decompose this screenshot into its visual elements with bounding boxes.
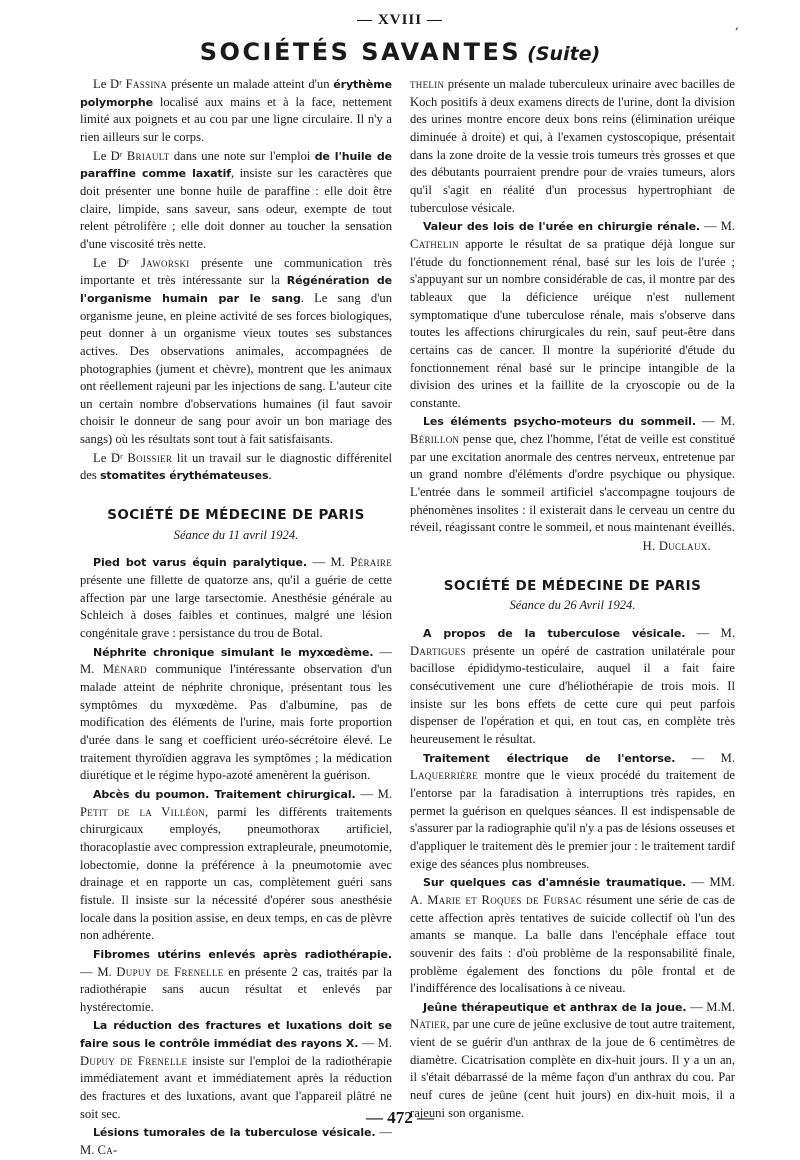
author-name: Péraire <box>350 555 393 570</box>
right-column <box>410 76 735 1122</box>
paragraph-menard: Néphrite chronique simulant le myxœdème. — M. Ménard communique l'intéressante observation d'un malade atteint de néphrite chronique, présentant tous les symptômes du myxœdème. Pas d'albumine, pas de modification des éléments de l'urine, mais forte proportion d'urée dans le sang et coefficient uréo-sécrétoire élevé. Le traitement thyroïdien aggrava les symptômes ; la médication diurétique et le régime hypo-azoté amenèrent la guérison. <box>80 644 392 783</box>
author-name: Dupuy de Frenelle <box>116 964 224 979</box>
author-name: thelin <box>410 77 445 91</box>
author-name: Fassina <box>125 77 168 91</box>
author-name: Ca- <box>97 1143 118 1158</box>
paragraph-briault: Le Dʳ Briault dans une note sur l'emploi de l'huile de paraffine comme laxatif, insiste sur les caractères que doit présenter une bonne huile de paraffine : elle doit être claire, limpide, sans saveur, sans odeur, exempte de tout relent pétrolifère ; elle doit donner au toucher la sensation d'une viscosité très nette. <box>80 148 392 251</box>
paragraph-cathelin-continued: thelin présente un malade tuberculeux urinaire avec bacilles de Koch positifs à deux examens directs de l'urine, dont la division des urines montre encore deux bons reins (élimination uréique diminuée à droite) et qui, à l'examen cystoscopique, présentait dans la zone droite de la vessie trois tumeurs très grosses et que des débutants pourraient prendre pour de vraies tumeurs, alors qu'il s'agit en réalité d'un processus hypertrophiant de tuberculose vésicale. <box>410 77 735 215</box>
paragraph-lesions-tumorales: Lésions tumorales de la tuberculose vésicale. — M. Ca- <box>80 1125 392 1158</box>
bold-topic: de l'huile de paraffine comme laxatif <box>80 149 392 181</box>
bold-topic: Abcès du poumon. Traitement chirurgical. <box>93 787 356 801</box>
bold-topic: Régénération de l'organisme humain par le sang <box>80 274 392 305</box>
paragraph-laquerriere: Traitement électrique de l'entorse. — M. Laquerrière montre que le vieux procédé du traitement de l'entorse par la faradisation à interruptions très rapides, en permet la guérison en quelques séances. Il est indispensable de s'assurer par la radiographie qu'il n'y a pas de lésions osseuses et d'appliquer le traitement dès le premier jour : le traitement tardif exige des séances plus nombreuses. <box>410 750 735 871</box>
bold-topic: Néphrite chronique simulant le myxœdème. <box>93 645 374 659</box>
author-name: Briault <box>126 148 170 163</box>
paragraph-dartigues: A propos de la tuberculose vésicale. — M. Dartigues présente un opéré de castration unilatérale pour bacillose épididymo-testiculaire, auquel il a fait faire consécutivement une cure d'héliothérapie de trois mois. Il insiste sur les bons effets de cette cure qui peut parfois dispenser de l'opération et qui, en tout cas, en complète très heureusement le résultat. <box>410 626 735 746</box>
bold-topic: érythème polymorphe <box>80 78 392 109</box>
left-column <box>80 76 392 1160</box>
author-name: Jaworski <box>140 255 190 270</box>
author-name: Cathelin <box>410 236 459 251</box>
bold-topic: Pied bot varus équin paralytique. <box>93 556 307 570</box>
bold-topic: A propos de la tuberculose vésicale. <box>423 627 686 641</box>
bold-topic: Jeûne thérapeutique et anthrax de la joue. <box>423 1000 687 1014</box>
paragraph-boissier: Le Dʳ Boissier lit un travail sur le diagnostic différenitel des stomatites érythémateuses. <box>80 450 392 483</box>
author-name: Boissier <box>127 450 173 465</box>
author-name: A. Marie et Roques de Fursac <box>410 892 583 907</box>
paragraph-jaworski: Le Dʳ Jaworski présente une communication très importante et très intéressante sur la Régénération de l'organisme humain par le sang. Le sang d'un organisme jeune, en pleine activité de ses forces biologiques, peut donner à un organisme vieux toutes ses substances actives. Des observations animales, accompagnées de photographies (jument et chèvre), montrent que les animaux ont réellement rajeuni par les injections de sang. L'auteur cite un certain nombre d'observations humaines (il faut savoir choisir le donneur de sang pour avoir un bon mariage des sangs) où les résultats sont tout à fait satisfaisants. <box>80 255 392 447</box>
author-name: Bérillon <box>410 432 460 447</box>
title-suite: (Suite) <box>527 43 601 65</box>
bold-topic: Traitement électrique de l'entorse. <box>423 751 676 765</box>
paragraph-fractures: La réduction des fractures et luxations doit se faire sous le contrôle immédiat des rayons X. — M. Dupuy de Frenelle insiste sur l'emploi de la radiothérapie immédiatement avant et immédiatement après la réduction des fractures et des luxations, avant que l'appareil plâtré ne soit sec. <box>80 1019 392 1121</box>
bold-topic: Fibromes utérins enlevés après radiothérapie. <box>93 947 392 961</box>
paragraph-petit-de-la-villeon: Abcès du poumon. Traitement chirurgical. — M. Petit de la Villéon, parmi les différents traitements chirurgicaux employés, pneumothorax artificiel, thoracoplastie avec compression extrapleurale, pneumotomie, lobectomie, donne la préférence à la pneumotomie avec drainage et en rapporte un cas, complètement guéri sans fistule. Il insiste sur la nécessité d'opérer sous anesthésie locale dans la position assise, en deux temps, en cas de plèvre non adhérente. <box>80 786 392 943</box>
paragraph-natier: Jeûne thérapeutique et anthrax de la joue. — M.M. Natier, par une cure de jeûne exclusive de tout autre traitement, vient de se guérir d'un anthrax de la joue de 6 centimètres de diamètre. Cicatrisation complète en dix-huit jours. Il y a un an, il s'était débarrassé de la même façon d'un anthrax du cou. Par neuf cures de jeûne (cent huit jours) en dix-huit mois, il a rajeuni son organisme. <box>410 999 735 1120</box>
bold-topic: Lésions tumorales de la tuberculose vésicale. <box>93 1126 376 1140</box>
paragraph-cathelin-uree: Valeur des lois de l'urée en chirurgie rénale. — M. Cathelin apporte le résultat de sa pratique déjà longue sur l'étude du fonctionnement rénal, basé sur les lois de l'urée ; s'appuyant sur un nombre considérable de cas, il montre par des tableaux que la déficience uréique n'est nullement symptomatique d'une tuberculose rénale, mais s'observe dans toutes les affections chirurgicales du rein, sauf peut-être dans certains cas de cancer. Il montre la supériorité d'étude du fonctionnement rénal basé sur le principe intangible de la division des urines et la faillite de la cryoscopie ou de la constante. <box>410 219 735 410</box>
author-name: Laquerrière <box>410 768 478 783</box>
paragraph-berillon: Les éléments psycho-moteurs du sommeil. — M. Bérillon pense que, chez l'homme, l'état de veille est constitué par une excitation anormale des centres nerveux, entretenue par un grand nombre d'éléments d'ordre psychique ou physique. L'entrée dans le sommeil artificiel s'accompagne toujours de phénomènes insolites : il existerait dans le cerveau un centre du réveil, réagissant contre le sommeil, et nous maintenant éveillés. <box>410 414 735 535</box>
author-name: Natier <box>410 1017 447 1032</box>
paragraph-peraire: Pied bot varus équin paralytique. — M. Péraire présente une fillette de quatorze ans, qu'il a guérie de cette affection par une large tarsectomie. Anesthésie générale au Schleich à doses faibles et continues, malgré une lésion congénitale grave : persistance du trou de Botal. <box>80 555 393 641</box>
bold-topic: Les éléments psycho-moteurs du sommeil. <box>423 415 696 429</box>
bold-topic: stomatites érythémateuses <box>99 469 269 483</box>
page-header-roman: — XVIII — <box>357 12 443 28</box>
session-date: Séance du 11 avril 1924. <box>173 527 299 542</box>
author-name: Dupuy de Frenelle <box>80 1053 188 1068</box>
margin-mark: , <box>735 18 739 32</box>
section-heading: SOCIÉTÉ DE MÉDECINE DE PARIS <box>443 577 702 594</box>
paragraph-fassina: Le Dʳ Fassina présente un malade atteint d'un érythème polymorphe localisé aux mains et à la face, nettement limité aux poignets et au cou par une ligne circulaire. Il n'y a rien ailleurs sur le corps. <box>80 77 392 144</box>
author-name: Petit de la Villéon <box>80 804 205 819</box>
bold-topic: Valeur des lois de l'urée en chirurgie rénale. <box>423 220 701 234</box>
author-name: Ménard <box>102 662 147 677</box>
title-main: SOCIÉTÉS SAVANTES <box>199 38 522 66</box>
author-name: Dartigues <box>410 643 466 658</box>
page-title <box>0 38 800 66</box>
bold-topic: Sur quelques cas d'amnésie traumatique. <box>423 876 687 890</box>
page-number: — 472 — <box>366 1108 434 1127</box>
paragraph-fibromes: Fibromes utérins enlevés après radiothérapie. — M. Dupuy de Frenelle en présente 2 cas, traités par la radiothérapie sans aucun résultat et enlevés par hystérectomie. <box>80 947 392 1014</box>
bold-topic: La réduction des fractures et luxations doit se faire sous le contrôle immédiat des rayons X. <box>80 1019 392 1051</box>
signature: H. Duclaux. <box>642 539 711 554</box>
section-heading: SOCIÉTÉ DE MÉDECINE DE PARIS <box>107 507 365 524</box>
session-date: Séance du 26 Avril 1924. <box>509 598 636 613</box>
paragraph-marie-roques: Sur quelques cas d'amnésie traumatique. — MM. A. Marie et Roques de Fursac résument une série de cas de cette affection après tentatives de suicide collectif où l'un des amants se manque. La balle dans l'encéphale efface tout souvenir des faits : d'où problème de la responsabilité finale, problème également des fonctions du pôle frontal et de l'indifférence des localisations à ce niveau. <box>410 875 735 996</box>
